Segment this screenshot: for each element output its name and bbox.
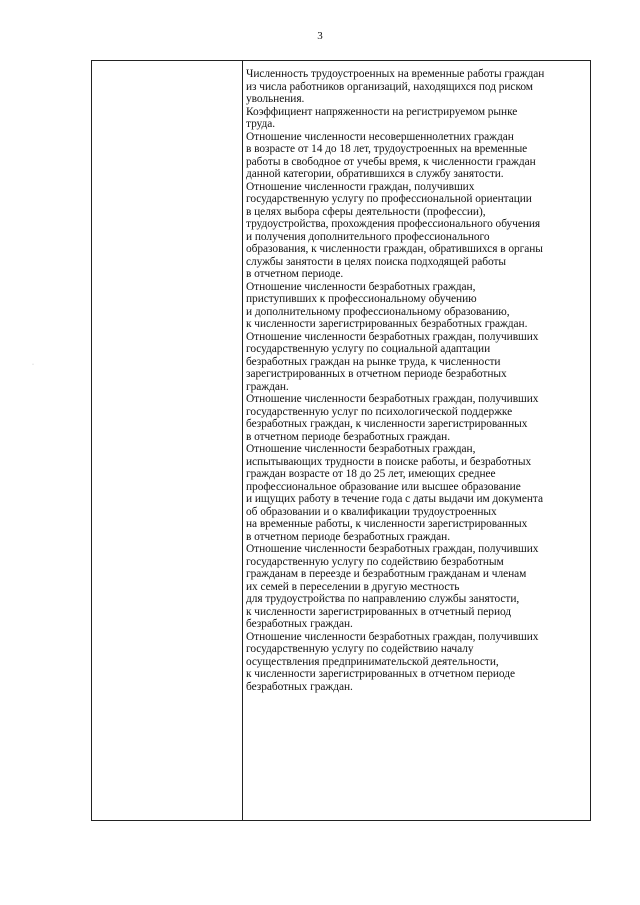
text-line: гражданам в переезде и безработным гражданам и членам <box>246 568 527 580</box>
text-line: граждан. <box>246 380 289 393</box>
text-line: Отношение численности несовершеннолетних граждан <box>246 130 514 143</box>
text-line: и дополнительному профессиональному образованию, <box>246 305 510 318</box>
margin-mark: · <box>32 362 34 368</box>
text-line: государственную услугу по профессиональной ориентации <box>246 193 532 205</box>
text-line: зарегистрированных в отчетном периоде безработных <box>246 368 507 380</box>
table-cell-right <box>246 68 590 693</box>
text-line: и получения дополнительного профессионального <box>246 230 490 243</box>
text-line: в отчетном периоде. <box>246 268 344 280</box>
text-line: и ищущих работу в течение года с даты выдачи им документа <box>246 493 543 505</box>
text-line: граждан возрасте от 18 до 25 лет, имеющих среднее <box>246 468 496 480</box>
text-line: приступивших к профессиональному обучению <box>246 293 477 305</box>
text-line: об образовании и о квалификации трудоустроенных <box>246 505 497 518</box>
text-line: профессиональное образование или высшее образование <box>246 480 521 493</box>
text-line: для трудоустройства по направлению службы занятости, <box>246 593 520 605</box>
text-line: Численность трудоустроенных на временные работы граждан <box>246 68 545 80</box>
text-line: Отношение численности безработных граждан, получивших <box>246 393 539 405</box>
text-line: Коэффициент напряженности на регистрируемом рынке <box>246 105 518 118</box>
text-line: в возрасте от 14 до 18 лет, трудоустроенных на временные <box>246 143 528 155</box>
text-line: безработных граждан, к численности зарегистрированных <box>246 418 528 430</box>
text-line: Отношение численности безработных граждан, <box>246 443 476 455</box>
text-line: испытывающих трудности в поиске работы, и безработных <box>246 455 532 468</box>
page-number: 3 <box>317 30 323 42</box>
text-line: государственную услугу по социальной адаптации <box>246 343 491 355</box>
text-line: к численности зарегистрированных в отчетный период <box>246 605 512 618</box>
text-line: Отношение численности граждан, получивших <box>246 180 475 193</box>
text-line: Отношение численности безработных граждан, получивших <box>246 330 539 343</box>
text-line: к численности зарегистрированных в отчетном периоде <box>246 668 516 680</box>
text-line: службы занятости в целях поиска подходящей работы <box>246 255 506 268</box>
text-line: в целях выбора сферы деятельности (профессии), <box>246 205 486 218</box>
text-line: Отношение численности безработных граждан, получивших <box>246 543 539 555</box>
text-line: государственную услугу по содействию безработным <box>246 555 504 568</box>
text-line: в отчетном периоде безработных граждан. <box>246 530 450 543</box>
text-line: к численности зарегистрированных безработных граждан. <box>246 318 528 330</box>
text-line: их семей в переселении в другую местность <box>246 580 460 593</box>
text-line: трудоустройства, прохождения профессионального обучения <box>246 218 541 230</box>
text-line: безработных граждан. <box>246 680 353 693</box>
text-line: в отчетном периоде безработных граждан. <box>246 430 450 443</box>
text-line: государственную услуг по психологической поддержке <box>246 405 513 418</box>
text-line: Отношение численности безработных граждан, <box>246 280 476 293</box>
table-cell-left <box>92 61 242 820</box>
text-line: безработных граждан на рынке труда, к численности <box>246 355 501 368</box>
text-line: образования, к численности граждан, обратившихся в органы <box>246 243 543 255</box>
text-line: данной категории, обратившихся в службу занятости. <box>246 168 504 180</box>
text-line: труда. <box>246 118 276 130</box>
text-line: из числа работников организаций, находящихся под риском <box>246 80 533 93</box>
text-line: увольнения. <box>246 93 305 105</box>
text-line: работы в свободное от учебы время, к численности граждан <box>246 155 536 168</box>
text-line: Отношение численности безработных граждан, получивших <box>246 630 539 643</box>
text-line: безработных граждан. <box>246 618 353 630</box>
indicators-table <box>91 60 591 821</box>
text-line: осуществления предпринимательской деятельности, <box>246 655 499 668</box>
text-line: на временные работы, к численности зарегистрированных <box>246 518 528 530</box>
column-divider <box>242 61 243 820</box>
text-line: государственную услугу по содействию началу <box>246 643 474 655</box>
